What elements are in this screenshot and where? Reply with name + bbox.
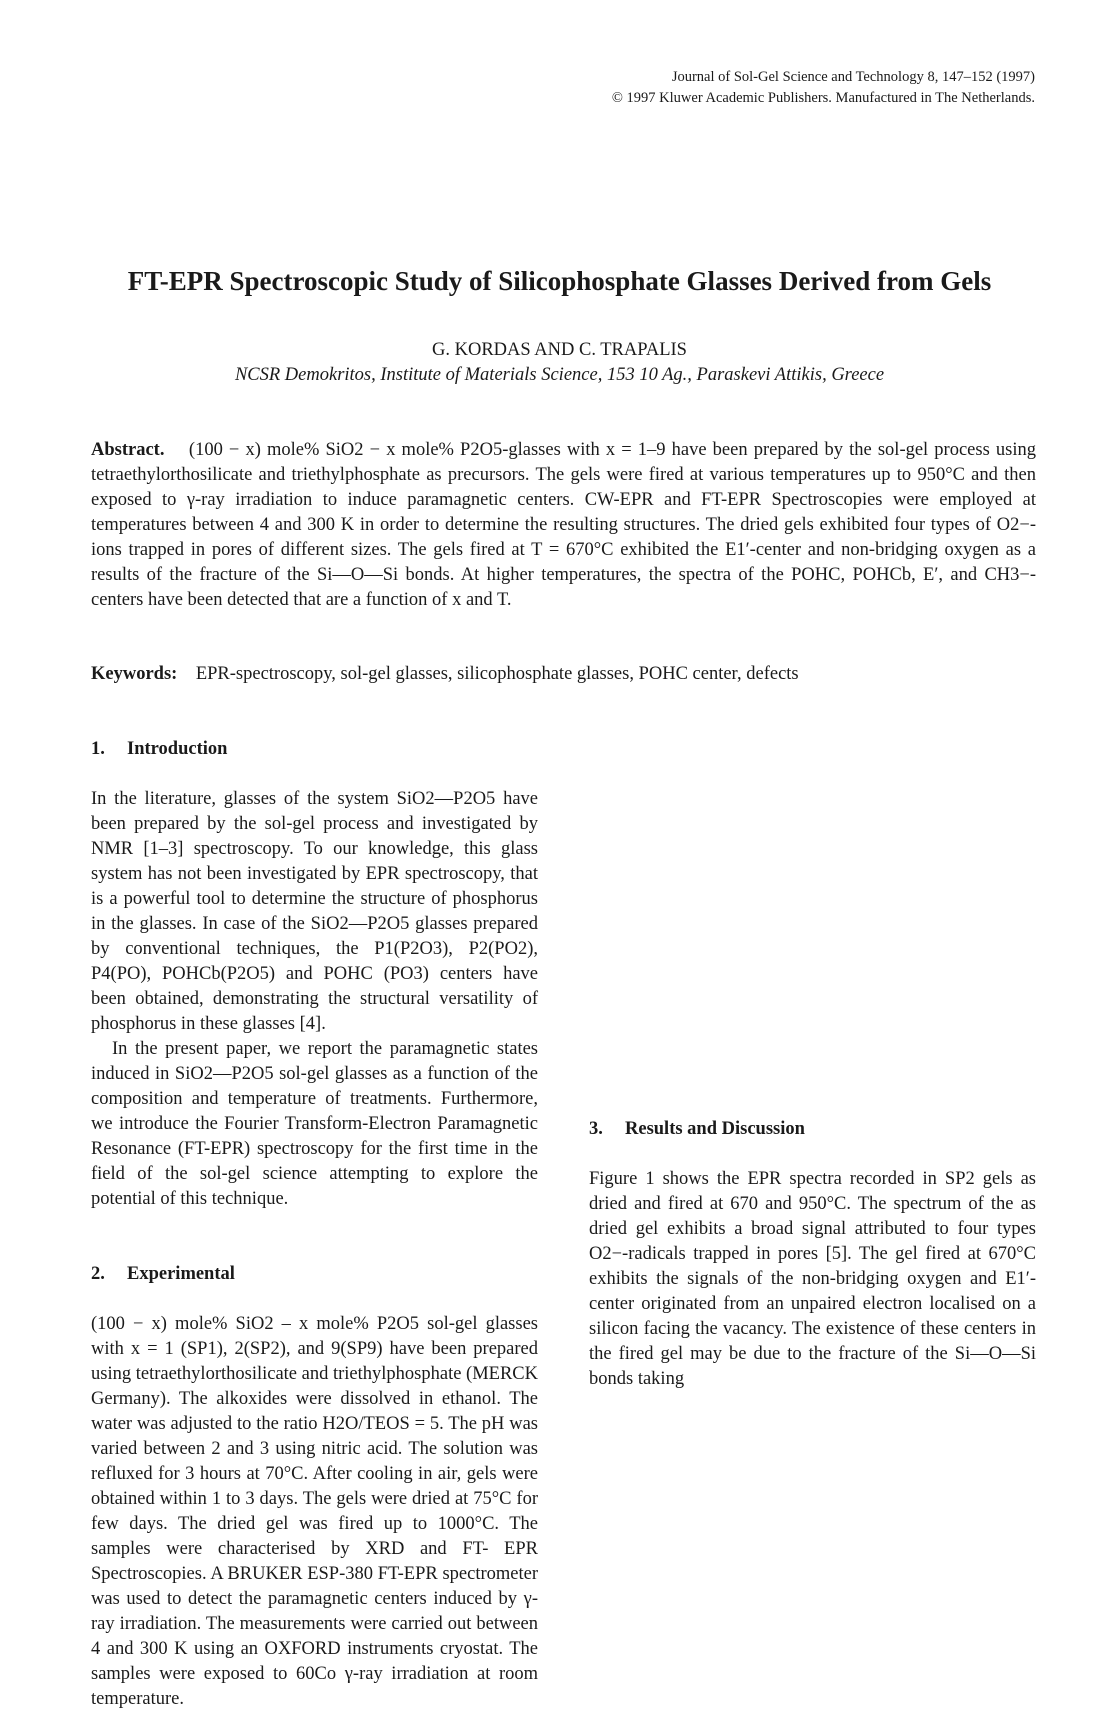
- keywords-label: Keywords:: [91, 664, 178, 684]
- section-title: Introduction: [127, 739, 228, 759]
- paper-authors: G. KORDAS AND C. TRAPALIS: [432, 340, 687, 360]
- paper-affiliation: NCSR Demokritos, Institute of Materials Science, 153 10 Ag., Paraskevi Attikis, Greece: [234, 365, 885, 385]
- keywords: [91, 662, 1036, 687]
- paper-title: FT-EPR Spectroscopic Study of Silicophosphate Glasses Derived from Gels: [127, 266, 992, 296]
- section-heading-results: [589, 1117, 1036, 1142]
- section-heading-experimental: [91, 1262, 538, 1287]
- intro-paragraph-1: In the literature, glasses of the system SiO2—P2O5 have been prepared by the sol-gel process and investigated by NMR [1–3] spectroscopy. To our knowledge, this glass system has not been investigated by EPR spectroscopy, that is a powerful tool to determine the structure of phosphorus in the glasses. In case of the SiO2—P2O5 glasses prepared by conventional techniques, the P1(P2O3), P2(PO2), P4(PO), POHCb(P2O5) and POHC (PO3) centers have been obtained, demonstrating the structural versatility of phosphorus in these glasses [4].: [91, 789, 538, 1034]
- journal-copyright: © 1997 Kluwer Academic Publishers. Manufactured in The Netherlands.: [611, 90, 1035, 106]
- section-number: 3.: [589, 1119, 603, 1139]
- experimental-paragraph: (100 − x) mole% SiO2 – x mole% P2O5 sol-gel glasses with x = 1 (SP1), 2(SP2), and 9(SP9) have been prepared using tetraethylorthosilicate and triethylphosphate (MERCK Germany). The alkoxides were dissolved in ethanol. The water was adjusted to the ratio H2O/TEOS = 5. The pH was varied between 2 and 3 using nitric acid. The solution was refluxed for 3 hours at 70°C. After cooling in air, gels were obtained within 1 to 3 days. The gels were dried at 75°C for few days. The dried gel was fired up to 1000°C. The samples were characterised by XRD and FT- EPR Spectroscopies. A BRUKER ESP-380 FT-EPR spectrometer was used to detect the paramagnetic centers induced by γ-ray irradiation. The measurements were carried out between 4 and 300 K using an OXFORD instruments cryostat. The samples were exposed to 60Co γ-ray irradiation at room temperature.: [91, 1314, 538, 1709]
- results-paragraph: Figure 1 shows the EPR spectra recorded in SP2 gels as dried and fired at 670 and 950°C. The spectrum of the as dried gel exhibits a broad signal attributed to four types O2−-radicals trapped in pores [5]. The gel fired at 670°C exhibits the signals of the non-bridging oxygen and E1′-center originated from an unpaired electron localised on a silicon facing the vacancy. The existence of these centers in the fired gel may be due to the fracture of the Si—O—Si bonds taking: [589, 1169, 1036, 1389]
- section-title: Experimental: [127, 1264, 235, 1284]
- journal-header: [612, 67, 1035, 109]
- intro-paragraph-2: In the present paper, we report the paramagnetic states induced in SiO2—P2O5 sol-gel glasses as a function of the composition and temperature of treatments. Furthermore, we introduce the Fourier Transform-Electron Paramagnetic Resonance (FT-EPR) spectroscopy for the first time in the field of the sol-gel science attempting to explore the potential of this technique.: [91, 1039, 538, 1209]
- right-column: [589, 737, 1036, 1392]
- section-title: Results and Discussion: [625, 1119, 805, 1139]
- section-heading-introduction: [91, 737, 538, 762]
- journal-citation: Journal of Sol-Gel Science and Technology 8, 147–152 (1997): [671, 69, 1035, 85]
- abstract: [91, 438, 1036, 613]
- keywords-text: EPR-spectroscopy, sol-gel glasses, silicophosphate glasses, POHC center, defects: [195, 664, 799, 684]
- abstract-text: (100 − x) mole% SiO2 − x mole% P2O5-glasses with x = 1–9 have been prepared by the sol-gel process using tetraethylorthosilicate and triethylphosphate as precursors. The gels were fired at various temperatures up to 950°C and then exposed to γ-ray irradiation to induce paramagnetic centers. CW-EPR and FT-EPR Spectroscopies were employed at temperatures between 4 and 300 K in order to determine the resulting structures. The dried gels exhibited four types of O2−-ions trapped in pores of different sizes. The gels fired at T = 670°C exhibited the E1′-center and non-bridging oxygen as a results of the fracture of the Si—O—Si bonds. At higher temperatures, the spectra of the POHC, POHCb, E′, and CH3−-centers have been detected that are a function of x and T.: [91, 440, 1036, 610]
- section-number: 2.: [91, 1264, 105, 1284]
- abstract-label: Abstract.: [91, 440, 165, 460]
- section-number: 1.: [91, 739, 105, 759]
- left-column: [91, 737, 538, 1712]
